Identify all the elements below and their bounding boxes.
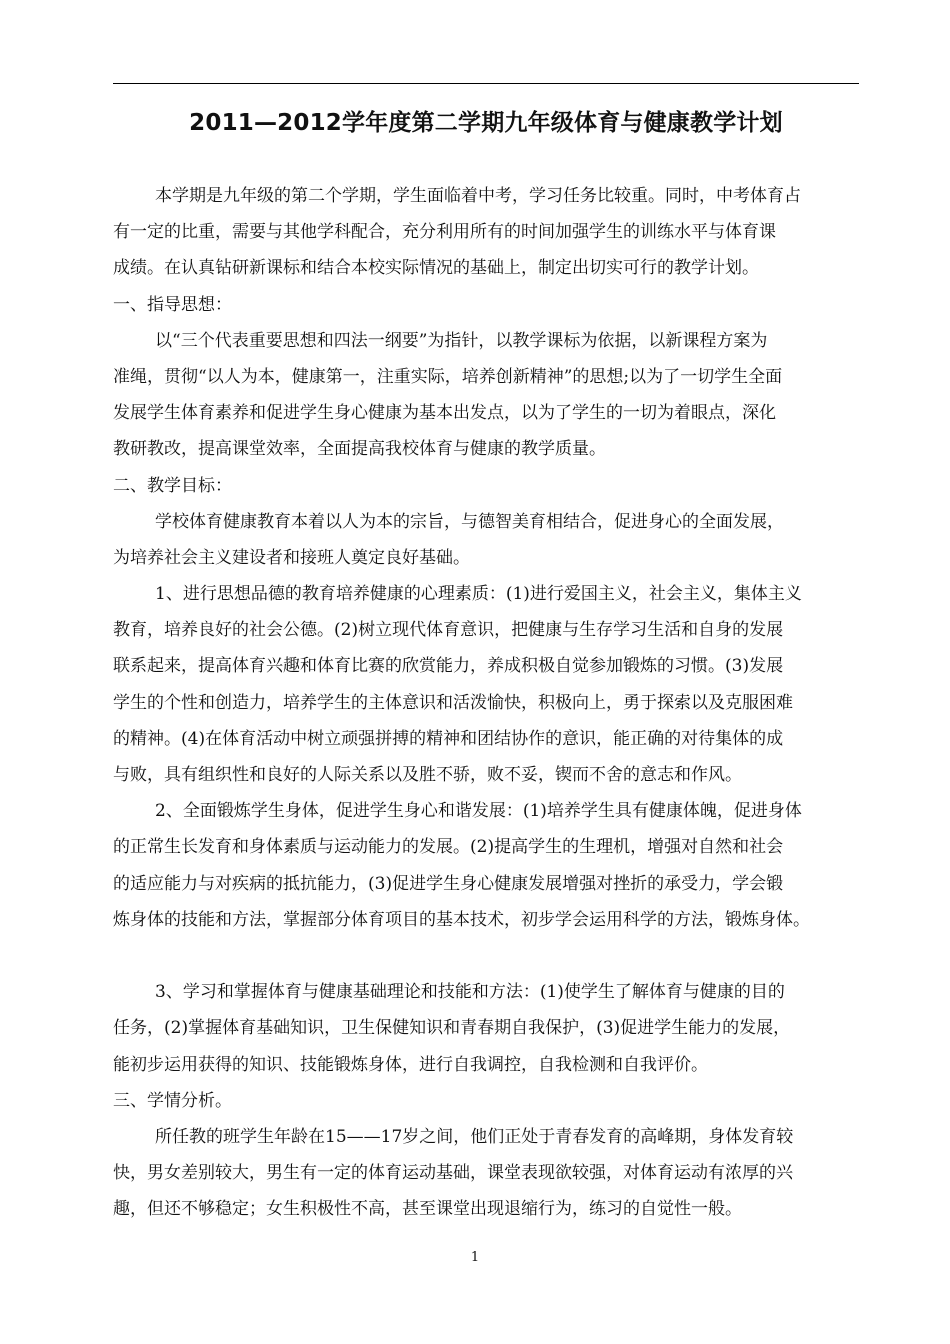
- page-number: 1: [470, 1250, 480, 1265]
- text-line: 发展学生体育素养和促进学生身心健康为基本出发点，以为了学生的一切为着眼点，深化: [113, 403, 776, 424]
- text-line: 以“三个代表重要思想和四法一纲要”为指针，以教学课标为依据，以新课程方案为: [155, 330, 768, 351]
- text-line: 有一定的比重，需要与其他学科配合，充分利用所有的时间加强学生的训练水平与体育课: [113, 222, 776, 243]
- text-line: 的适应能力与对疾病的抵抗能力，(3)促进学生身心健康发展增强对挫折的承受力，学会锻: [113, 873, 784, 894]
- text-line: 能初步运用获得的知识、技能锻炼身体，进行自我调控，自我检测和自我评价。: [113, 1054, 708, 1075]
- text-line: 趣，但还不够稳定；女生积极性不高，甚至课堂出现退缩行为，练习的自觉性一般。: [113, 1199, 742, 1220]
- text-line: 三、学情分析。: [113, 1090, 232, 1111]
- text-line: 任务，(2)掌握体育基础知识，卫生保健知识和青春期自我保护，(3)促进学生能力的发展，: [113, 1018, 791, 1039]
- text-line: 炼身体的技能和方法，掌握部分体育项目的基本技术，初步学会运用科学的方法，锻炼身体。: [113, 909, 810, 930]
- text-line: 本学期是九年级的第二个学期，学生面临着中考，学习任务比较重。同时，中考体育占: [155, 186, 801, 206]
- text-line: 3、学习和掌握体育与健康基础理论和技能和方法：(1)使学生了解体育与健康的目的: [155, 982, 785, 1003]
- text-line: 的正常生长发育和身体素质与运动能力的发展。(2)提高学生的生理机，增强对自然和社会: [113, 837, 784, 858]
- text-line: 准绳，贯彻“以人为本，健康第一，注重实际，培养创新精神”的思想;以为了一切学生全面: [113, 366, 783, 387]
- text-line: 教育，培养良好的社会公德。(2)树立现代体育意识，把健康与生存学习生活和自身的发展: [113, 620, 784, 641]
- header-rule: [113, 83, 859, 84]
- text-line: 学生的个性和创造力，培养学生的主体意识和活泼愉快，积极向上，勇于探索以及克服困难: [113, 692, 793, 713]
- text-line: [113, 938, 859, 974]
- document-title: 2011—2012学年度第二学期九年级体育与健康教学计划: [189, 110, 783, 136]
- text-line: 学校体育健康教育本着以人为本的宗旨，与德智美育相结合，促进身心的全面发展，: [155, 511, 784, 532]
- text-line: 一、指导思想：: [113, 294, 232, 315]
- text-line: 为培养社会主义建设者和接班人奠定良好基础。: [113, 547, 470, 568]
- text-line: 的精神。(4)在体育活动中树立顽强拼搏的精神和团结协作的意识，能正确的对待集体的成: [113, 728, 784, 749]
- text-line: 成绩。在认真钻研新课标和结合本校实际情况的基础上，制定出切实可行的教学计划。: [113, 258, 759, 279]
- text-line: 2、全面锻炼学生身体，促进学生身心和谐发展：(1)培养学生具有健康体魄，促进身体: [155, 801, 802, 822]
- document-body: [113, 178, 859, 1227]
- text-line: 所任教的班学生年龄在15——17岁之间，他们正处于青春发育的高峰期，身体发育较: [155, 1126, 794, 1147]
- text-line: 与败，具有组织性和良好的人际关系以及胜不骄，败不妥，锲而不舍的意志和作风。: [113, 765, 742, 785]
- text-line: 联系起来，提高体育兴趣和体育比赛的欣赏能力，养成积极自觉参加锻炼的习惯。(3)发展: [113, 656, 784, 677]
- text-line: 二、教学目标：: [113, 475, 232, 496]
- text-line: 1、进行思想品德的教育培养健康的心理素质：(1)进行爱国主义，社会主义，集体主义: [155, 584, 802, 605]
- text-line: 快，男女差别较大，男生有一定的体育运动基础，课堂表现欲较强，对体育运动有浓厚的兴: [113, 1163, 793, 1184]
- text-line: 教研教改，提高课堂效率，全面提高我校体育与健康的教学质量。: [113, 439, 606, 460]
